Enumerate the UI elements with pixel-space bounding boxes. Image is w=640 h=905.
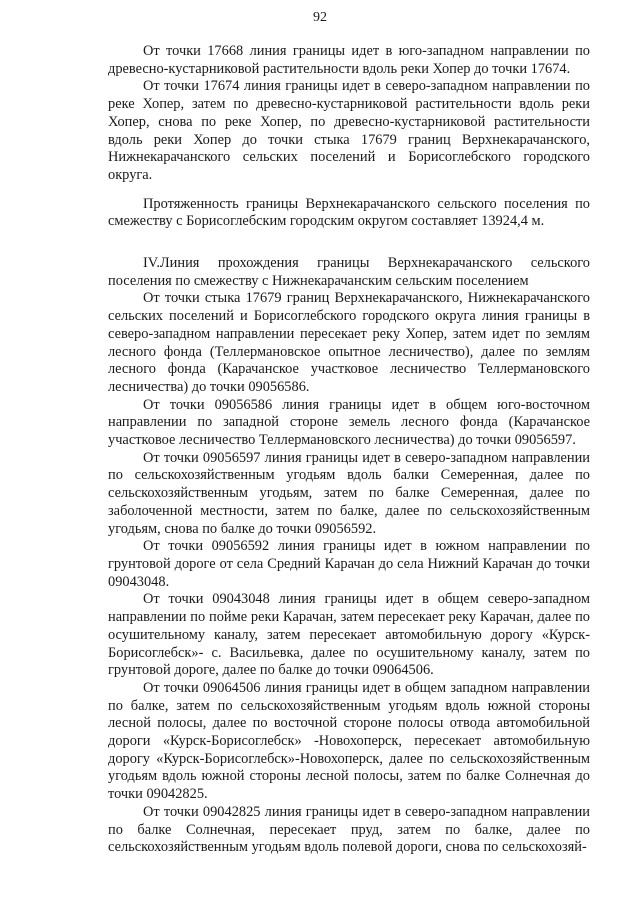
paragraph-4: От точки стыка 17679 границ Верхнекарачанского, Нижнекарачанского сельских поселений и Борисоглебского городского округа линия границы в северо-западном направлении пересекает реку Хопер, затем идет по землям лесного фонда (Теллермановское опытное лесничество), далее по землям лесного фонда (Карачанское участковое лесничество Теллермановского лесничества) до точки 09056586.	[108, 290, 590, 395]
section-heading-iv: IV.Линия прохождения границы Верхнекарачанского сельского поселения по смежеству с Нижнекарачанским сельским поселением	[108, 255, 590, 289]
page-number: 92	[313, 10, 327, 25]
document-body	[108, 43, 590, 857]
paragraph-9: От точки 09064506 линия границы идет в общем западном направлении по балке, затем по сельскохозяйственным угодьям вдоль южной стороны лесной полосы, далее по восточной стороне полосы отвода автомобильной дороги «Курск-Борисоглебск» -Новохоперск, пересекает автомобильную дорогу «Курск-Борисоглебск»-Новохоперск, далее по сельскохозяйственным угодьям вдоль южной стороны лесной полосы, затем по балке Солнечная до точки 09042825.	[108, 679, 590, 803]
paragraph-5: От точки 09056586 линия границы идет в общем юго-восточном направлении по западной стороне земель лесного фонда (Карачанское участковое лесничество Теллермановского лесничества) до точки 09056597.	[108, 396, 590, 449]
paragraph-length-summary: Протяженность границы Верхнекарачанского сельского поселения по смежеству с Борисоглебским городским округом составляет 13924,4 м.	[108, 195, 590, 230]
paragraph-8: От точки 09043048 линия границы идет в общем северо-западном направлении по пойме реки Карачан, затем пересекает реку Карачан, далее по осушительному каналу, затем пересекает автомобильную дорогу «Курск-Борисоглебск»- с. Васильевка, далее по осушительному каналу, затем по грунтовой дороге, далее по балке до точки 09064506.	[108, 591, 590, 679]
paragraph-6: От точки 09056597 линия границы идет в северо-западном направлении по сельскохозяйственным угодьям вдоль балки Семеренная, далее по сельскохозяйственным угодьям, затем по балке Семеренная, далее по заболоченной местности, затем по балке, далее по сельскохозяйственным угодьям, снова по балке до точки 09056592.	[108, 449, 590, 537]
paragraph-7: От точки 09056592 линия границы идет в южном направлении по грунтовой дороге от села Средний Карачан до села Нижний Карачан до точки 09043048.	[108, 538, 590, 590]
paragraph-2: От точки 17674 линия границы идет в северо-западном направлении по реке Хопер, затем по древесно-кустарниковой растительности вдоль реки Хопер, снова по реке Хопер, по древесно-кустарниковой растительности вдоль реки Хопер до точки стыка 17679 границ Верхнекарачанского, Нижнекарачанского сельских поселений и Борисоглебского городского округа.	[108, 78, 590, 183]
paragraph-1: От точки 17668 линия границы идет в юго-западном направлении по древесно-кустарниковой растительности вдоль реки Хопер до точки 17674.	[108, 43, 590, 77]
paragraph-10: От точки 09042825 линия границы идет в северо-западном направлении по балке Солнечная, пересекает пруд, затем по балке, далее по сельскохозяйственным угодьям вдоль полевой дороги, снова по сельскохозяй-	[108, 803, 590, 856]
